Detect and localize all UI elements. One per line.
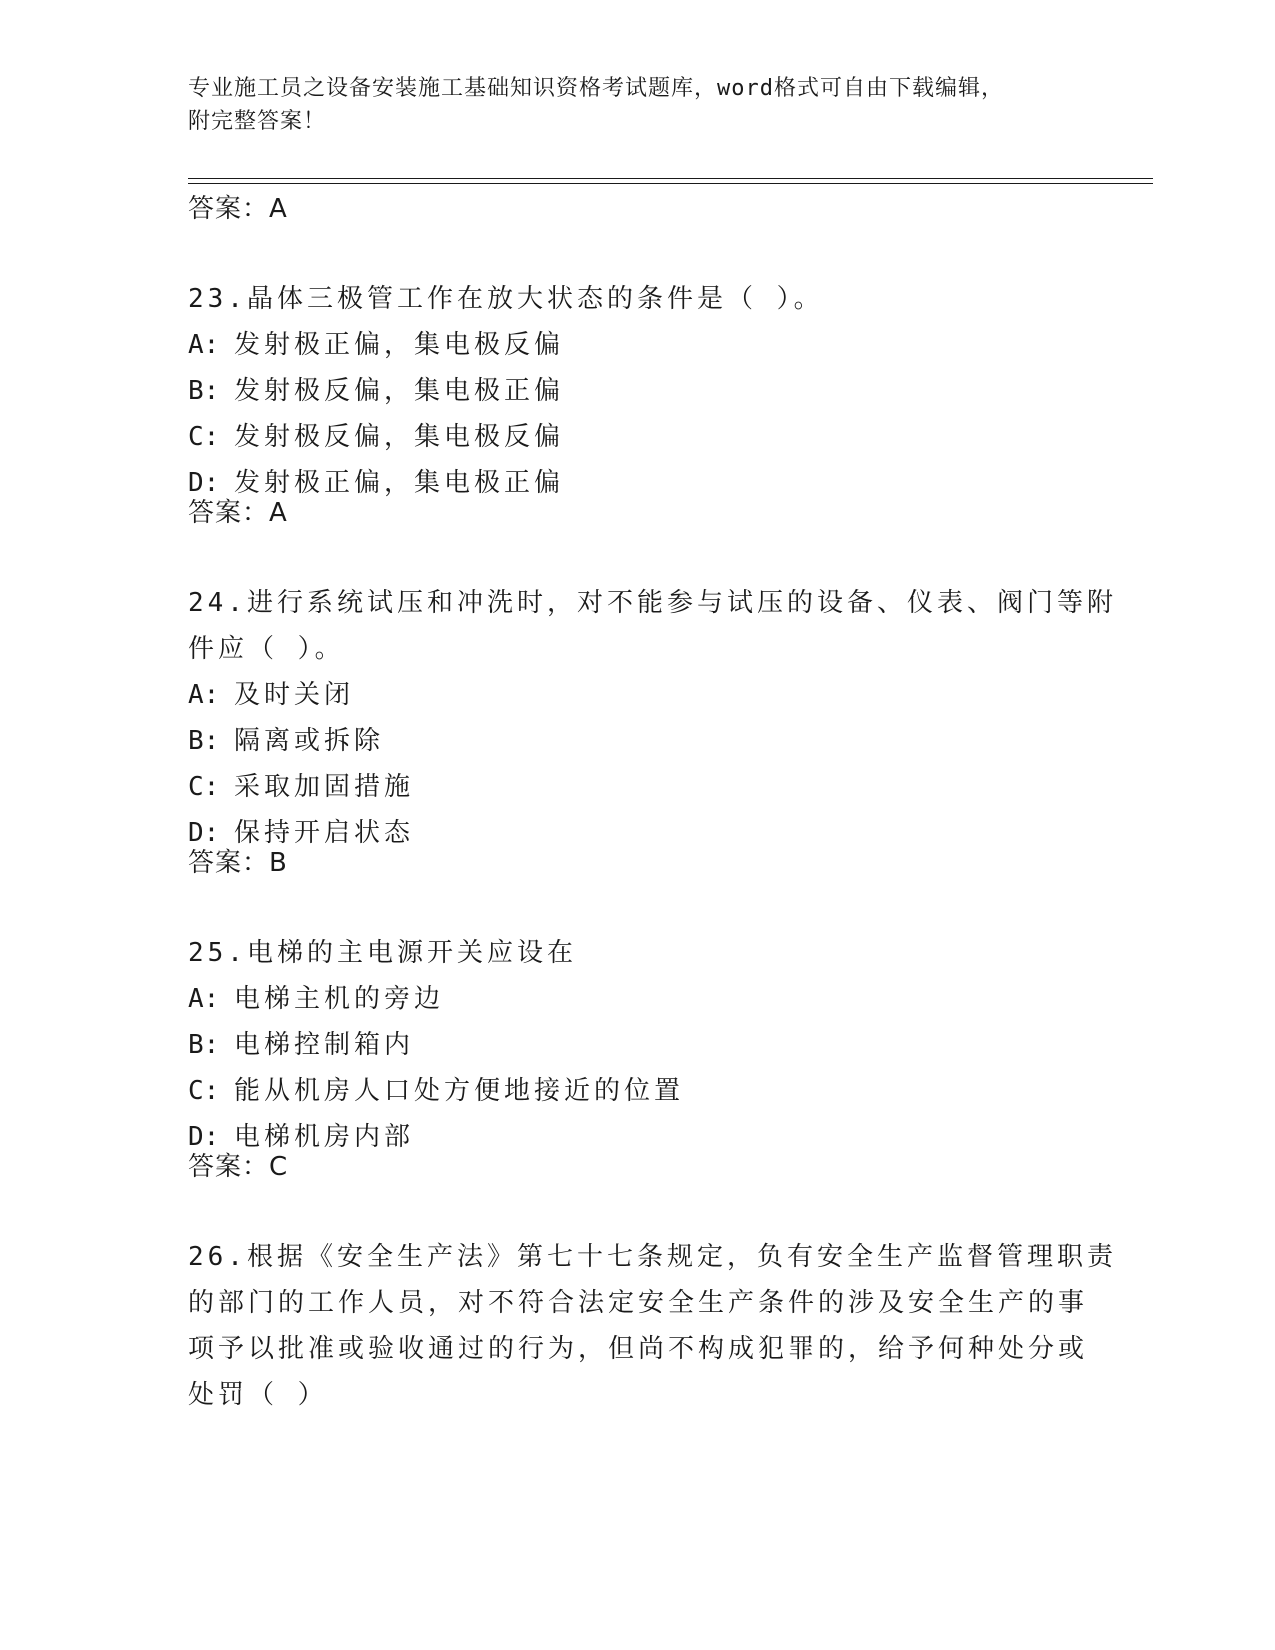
option-key: D: — [188, 1122, 220, 1152]
option-text: 隔离或拆除 — [234, 726, 385, 756]
option-c — [188, 1068, 1088, 1114]
option-d — [188, 1114, 1088, 1160]
question-stem: 24.进行系统试压和冲洗时，对不能参与试压的设备、仪表、阀门等附 — [188, 588, 1117, 618]
option-key: B: — [188, 726, 220, 756]
question-23 — [188, 276, 1088, 506]
header-line-2: 附完整答案！ — [188, 109, 327, 134]
question-stem: 件应（ ）。 — [188, 634, 345, 664]
document-header — [188, 72, 1068, 138]
answer-24: 答案：B — [188, 848, 288, 878]
answer-25: 答案：C — [188, 1152, 289, 1182]
question-stem: 处罚（ ） — [188, 1380, 328, 1410]
option-key: A: — [188, 680, 220, 710]
option-c — [188, 414, 1088, 460]
option-key: C: — [188, 1076, 220, 1106]
question-stem: 25.电梯的主电源开关应设在 — [188, 938, 577, 968]
option-text: 电梯主机的旁边 — [234, 984, 445, 1014]
option-b — [188, 368, 1088, 414]
option-d — [188, 810, 1088, 856]
option-text: 电梯控制箱内 — [234, 1030, 415, 1060]
option-d — [188, 460, 1088, 506]
option-key: A: — [188, 984, 220, 1014]
answer-23: 答案：A — [188, 498, 288, 528]
option-c — [188, 764, 1088, 810]
option-a — [188, 672, 1088, 718]
option-key: B: — [188, 1030, 220, 1060]
question-stem: 26.根据《安全生产法》第七十七条规定，负有安全生产监督管理职责 — [188, 1242, 1117, 1272]
option-text: 发射极反偏，集电极正偏 — [234, 376, 565, 406]
previous-answer: 答案：A — [188, 194, 288, 224]
option-text: 能从机房人口处方便地接近的位置 — [234, 1076, 685, 1106]
option-text: 发射极正偏，集电极反偏 — [234, 330, 565, 360]
option-text: 及时关闭 — [234, 680, 355, 710]
header-line-1: 专业施工员之设备安装施工基础知识资格考试题库，word格式可自由下载编辑， — [188, 76, 1004, 101]
option-text: 发射极反偏，集电极反偏 — [234, 422, 565, 452]
option-key: B: — [188, 376, 220, 406]
option-text: 电梯机房内部 — [234, 1122, 415, 1152]
option-key: A: — [188, 330, 220, 360]
option-key: D: — [188, 818, 220, 848]
option-a — [188, 976, 1088, 1022]
option-key: D: — [188, 468, 220, 498]
question-25 — [188, 930, 1088, 1160]
question-24 — [188, 580, 1117, 856]
header-divider-bottom — [188, 183, 1153, 184]
question-stem: 23.晶体三极管工作在放大状态的条件是（ ）。 — [188, 284, 824, 314]
option-key: C: — [188, 772, 220, 802]
option-text: 采取加固措施 — [234, 772, 415, 802]
question-stem: 的部门的工作人员，对不符合法定安全生产条件的涉及安全生产的事 — [188, 1288, 1089, 1318]
question-stem: 项予以批准或验收通过的行为，但尚不构成犯罪的，给予何种处分或 — [188, 1334, 1089, 1364]
option-text: 保持开启状态 — [234, 818, 415, 848]
option-b — [188, 718, 1088, 764]
option-b — [188, 1022, 1088, 1068]
option-a — [188, 322, 1088, 368]
question-26 — [188, 1234, 1117, 1418]
option-key: C: — [188, 422, 220, 452]
option-text: 发射极正偏，集电极正偏 — [234, 468, 565, 498]
header-divider-top — [188, 178, 1153, 179]
